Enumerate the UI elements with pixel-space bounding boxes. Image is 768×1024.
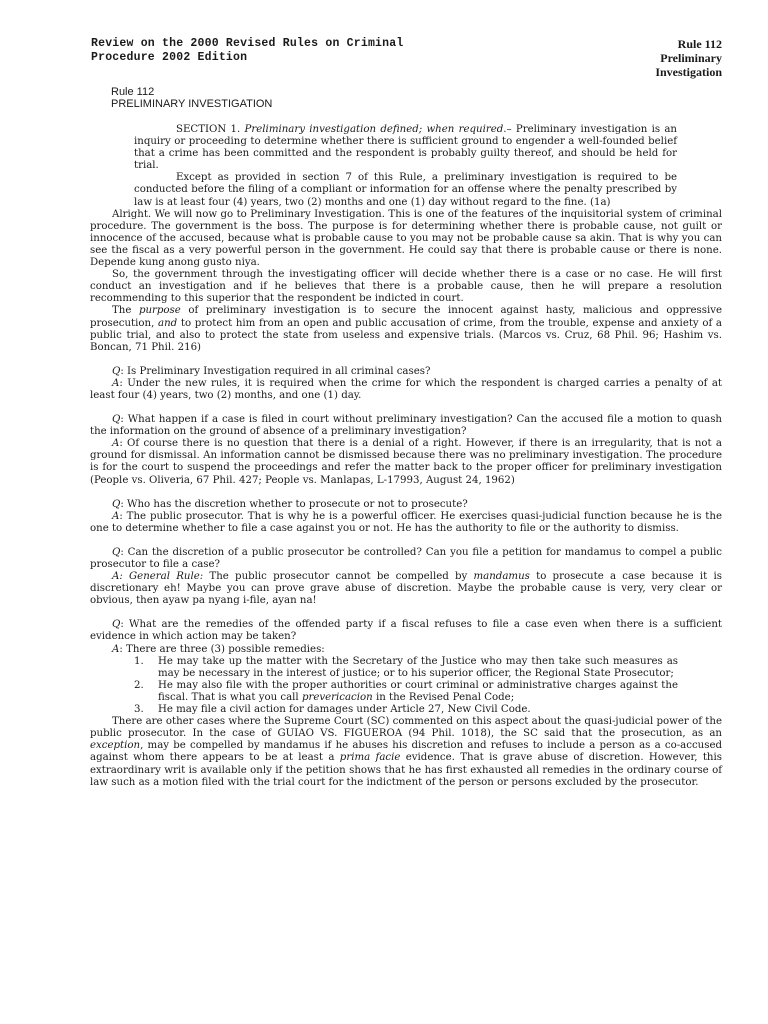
text-run: The <box>112 305 139 317</box>
section-heading: Preliminary investigation defined; when required.– <box>244 124 512 135</box>
qa-block <box>90 366 722 402</box>
header-title-line1: Review on the 2000 Revised Rules on Criminal <box>91 37 404 50</box>
q-marker: Q <box>112 414 121 426</box>
qa-block <box>90 619 722 716</box>
paragraph-purpose <box>90 305 722 353</box>
a-marker: A <box>112 377 120 389</box>
header-title-line2: Procedure 2002 Edition <box>91 51 248 64</box>
section-label: SECTION 1. <box>176 124 241 135</box>
qa-block <box>90 547 722 607</box>
a-marker: A <box>112 510 120 522</box>
question <box>90 499 722 511</box>
emphasis: and <box>158 317 178 329</box>
header-rule-number: Rule 112 <box>677 37 722 51</box>
list-number: 1. <box>134 655 144 667</box>
text-run: of preliminary investigation is to secure the innocent against hasty, malicious and oppressive prosecution, <box>90 305 722 329</box>
a-marker: A <box>112 438 120 450</box>
a-marker: A <box>112 643 120 655</box>
question-text: : What are the remedies of the offended party if a fiscal refuses to file a case even when there is a sufficient evidence in which action may be taken? <box>90 619 722 643</box>
general-rule-label: : General Rule: <box>119 571 204 583</box>
answer <box>90 378 722 402</box>
list-item-text: He may file a civil action for damages under Article 27, New Civil Code. <box>158 704 531 716</box>
list-item-text: He may also file with the proper authorities or court criminal or administrative charges against the fiscal. That is what you call <box>158 679 678 703</box>
qa-block <box>90 499 722 535</box>
text-run: , may be compelled by mandamus if he abuses his discretion and refuses to include a person as a co-accused against whom there appears to be at least a <box>90 740 722 764</box>
header-rule-title-line1: Preliminary <box>660 51 722 65</box>
answer-text: : The public prosecutor. That is why he is a powerful officer. He exercises quasi-judicial function because he is the one to determine whether to file a case against you or not. He has the authority to file or the authority to dismiss. <box>90 510 722 534</box>
emphasis: purpose <box>138 305 181 317</box>
list-item <box>134 656 678 680</box>
emphasis: prima facie <box>339 752 401 764</box>
text-run: to protect him from an open and public accusation of crime, from the trouble, expense and anxiety of a public trial, and also to protect the state from useless and expensive trials. (Marcos vs. Cruz, 68 Phil. 96; Hashim vs. Boncan, 71 Phil. 216) <box>90 317 723 353</box>
rule-number: Rule 112 <box>111 86 155 98</box>
question <box>90 619 722 643</box>
emphasis: exception <box>90 740 141 752</box>
rule-title: PRELIMINARY INVESTIGATION <box>111 98 273 110</box>
question-text: : Is Preliminary Investigation required in all criminal cases? <box>120 365 431 377</box>
question <box>90 414 722 438</box>
answer <box>90 438 722 486</box>
header-rule-title-line2: Investigation <box>655 65 722 79</box>
rule-heading <box>111 86 722 110</box>
list-item-text: in the Revised Penal Code; <box>372 691 515 703</box>
answer-text: : There are three (3) possible remedies: <box>119 643 325 655</box>
q-marker: Q <box>112 619 121 631</box>
question <box>90 366 722 378</box>
question <box>90 547 722 571</box>
question-text: : Can the discretion of a public prosecutor be controlled? Can you file a petition for mandamus to compel a public prosecutor to file a case? <box>90 546 722 570</box>
list-item <box>134 680 678 704</box>
list-item <box>134 704 678 716</box>
running-header-left <box>91 37 403 65</box>
answer-text: The public prosecutor cannot be compelled by <box>203 571 474 583</box>
answer <box>90 644 722 656</box>
running-header-right <box>655 37 722 79</box>
answer-text: : Of course there is no question that there is a denial of a right. However, if there is an irregularity, that is not a ground for dismissal. An information cannot be dismissed because there was no preliminary investigation. The procedure is for the court to suspend the proceedings and refer the matter back to the proper officer for preliminary investigation (People vs. Oliveria, 67 Phil. 427; People vs. Manlapas, L-17993, August 24, 1962) <box>90 438 722 486</box>
text-run: evidence. That is grave abuse of discretion. However, this extraordinary writ is available only if the petition shows that he has first exhausted all remedies in the ordinary course of law such as a motion filed with the trial court for the indictment of the person or persons excluded by the prosecutor. <box>90 752 722 788</box>
section-1-exception: Except as provided in section 7 of this Rule, a preliminary investigation is required to be conducted before the filing of a compliant or information for an offense where the penalty prescribed by law is at least four (4) years, two (2) months and one (1) day without regard to the fine. (1a) <box>134 172 677 208</box>
paragraph: Alright. We will now go to Preliminary Investigation. This is one of the features of the inquisitorial system of criminal procedure. The government is the boss. The purpose is for determining whether there is probable cause, not guilt or innocence of the accused, because what is probable cause to you may not be probable cause sa akin. That is why you can see the fiscal as a very powerful person in the government. He could say that there is probable cause or there is none. Depende kung anong gusto niya. <box>90 208 722 269</box>
q-marker: Q <box>112 546 121 558</box>
answer <box>90 571 722 607</box>
a-marker: A <box>112 571 120 583</box>
question-text: : What happen if a case is filed in court without preliminary investigation? Can the accused file a motion to quash the information on the ground of absence of a preliminary investigation? <box>90 414 722 438</box>
q-marker: Q <box>112 498 121 510</box>
q-marker: Q <box>112 365 121 377</box>
answer-text: to prosecute a case because it is discretionary eh! Maybe you can prove grave abuse of discretion. Maybe the probable cause is very, very clear or obvious, then ayaw pa nyang i-file, ayan na! <box>90 571 723 607</box>
list-number: 3. <box>134 704 144 716</box>
remedies-list <box>134 656 722 716</box>
section-definition: Preliminary investigation is an inquiry or proceeding to determine whether there is sufficient ground to engender a well-founded belief that a crime has been committed and the respondent is probably guilty thereof, and should be held for trial. <box>134 124 677 172</box>
document-body <box>90 86 722 789</box>
list-number: 2. <box>134 679 144 691</box>
paragraph-guiao-case <box>90 716 722 789</box>
question-text: : Who has the discretion whether to prosecute or not to prosecute? <box>120 498 468 510</box>
answer-text: : Under the new rules, it is required when the crime for which the respondent is charged carries a penalty of at least four (4) years, two (2) months, and one (1) day. <box>90 377 722 401</box>
section-quote <box>134 124 677 209</box>
section-1-text <box>134 124 677 172</box>
qa-block <box>90 414 722 487</box>
emphasis: prevericacion <box>301 691 373 703</box>
list-item-text: He may take up the matter with the Secretary of the Justice who may then take such measures as may be necessary in the interest of justice; or to his superior officer, the Regional State Prosecutor; <box>158 655 678 679</box>
text-run: There are other cases where the Supreme Court (SC) commented on this aspect about the quasi-judicial power of the public prosecutor. In the case of GUIAO VS. FIGUEROA (94 Phil. 1018), the SC said that the prosecution, as an <box>90 716 722 740</box>
emphasis: mandamus <box>473 571 530 583</box>
paragraph: So, the government through the investigating officer will decide whether there is a case or no case. He will first conduct an investigation and if he believes that there is a probable cause, then he will prepare a resolution recommending to this superior that the respondent be indicted in court. <box>90 269 722 305</box>
answer <box>90 511 722 535</box>
